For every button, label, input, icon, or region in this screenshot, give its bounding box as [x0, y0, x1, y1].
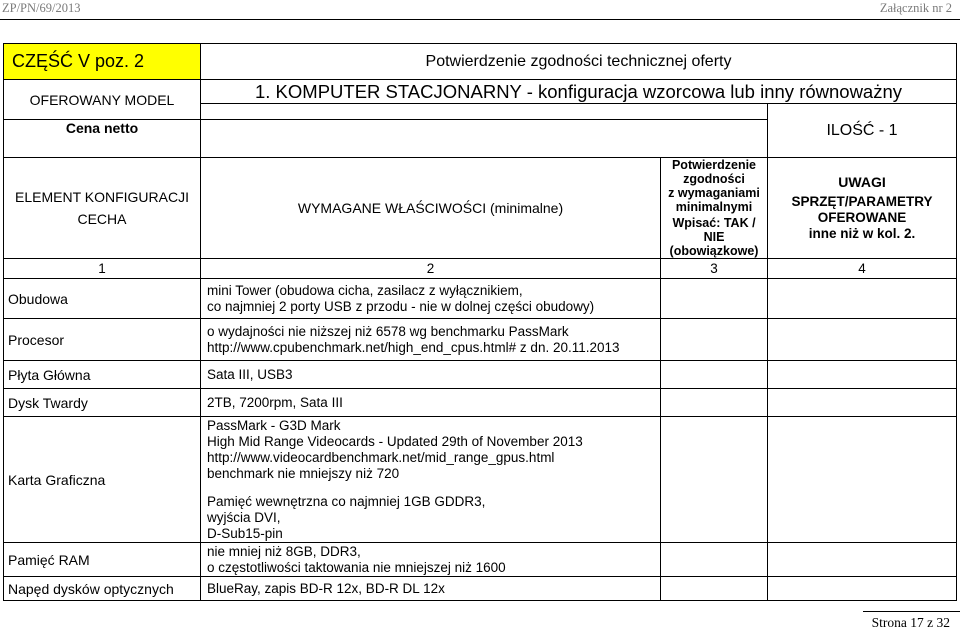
requirement-line: D-Sub15-pin: [207, 525, 283, 541]
requirement-line: 2TB, 7200rpm, Sata III: [207, 394, 343, 410]
requirement-pamiec-ram: [201, 543, 661, 577]
offered-model-label: OFEROWANY MODEL: [4, 80, 201, 120]
requirement-procesor: [201, 319, 661, 361]
notes-input-naped-optyczny[interactable]: [768, 577, 957, 601]
net-price-value[interactable]: [201, 120, 768, 158]
net-price-label: Cena netto: [4, 120, 201, 158]
requirement-karta-graficzna: [201, 417, 661, 543]
confirm-input-obudowa[interactable]: [661, 279, 768, 319]
notes-header-title: UWAGI: [838, 174, 886, 190]
element-karta-graficzna: Karta Graficzna: [4, 417, 201, 543]
element-naped-optyczny: Napęd dysków optycznych: [4, 577, 201, 601]
requirement-line: PassMark - G3D Mark: [207, 417, 341, 433]
requirement-line: http://www.cpubenchmark.net/high_end_cpus.html# z dn. 20.11.2013: [207, 339, 620, 355]
col-number-1: 1: [4, 259, 201, 279]
notes-input-dysk-twardy[interactable]: [768, 389, 957, 417]
requirement-line: BlueRay, zapis BD-R 12x, BD-R DL 12x: [207, 580, 445, 596]
col-number-4: 4: [768, 259, 957, 279]
requirements-header: WYMAGANE WŁAŚCIWOŚCI (minimalne): [201, 158, 661, 259]
compliance-table: [3, 43, 957, 601]
element-plyta-glowna: Płyta Główna: [4, 361, 201, 389]
element-obudowa: Obudowa: [4, 279, 201, 319]
element-header-line2: CECHA: [77, 211, 127, 227]
confirm-header-line2: zgodności: [683, 172, 745, 186]
element-dysk-twardy: Dysk Twardy: [4, 389, 201, 417]
requirement-line: Sata III, USB3: [207, 366, 293, 382]
requirement-naped-optyczny: [201, 577, 661, 601]
confirm-input-procesor[interactable]: [661, 319, 768, 361]
confirm-input-plyta-glowna[interactable]: [661, 361, 768, 389]
requirement-obudowa: [201, 279, 661, 319]
confirm-header-line1: Potwierdzenie: [671, 158, 757, 172]
element-procesor: Procesor: [4, 319, 201, 361]
requirement-line: o częstotliwości taktowania nie mniejszej niż 1600: [207, 559, 506, 575]
notes-input-obudowa[interactable]: [768, 279, 957, 319]
confirm-header-line3: z wymaganiami: [668, 186, 760, 200]
confirm-header-line6: (obowiązkowe): [669, 244, 759, 258]
confirm-header-line4: minimalnymi: [675, 200, 753, 214]
confirm-header: [661, 158, 768, 259]
page-number: Strona 17 z 32: [871, 615, 950, 630]
confirm-input-dysk-twardy[interactable]: [661, 389, 768, 417]
requirement-line: mini Tower (obudowa cicha, zasilacz z wyłącznikiem,: [207, 282, 523, 298]
notes-header-line2: OFEROWANE: [817, 210, 907, 225]
notes-header-line3: inne niż w kol. 2.: [808, 226, 916, 241]
page-footer: [863, 611, 960, 631]
notes-header-line1: SPRZĘT/PARAMETRY: [791, 194, 933, 209]
part-label-cell: [4, 44, 201, 80]
doc-title: Potwierdzenie zgodności technicznej oferty: [201, 44, 957, 80]
requirement-spacer: [207, 482, 660, 494]
requirement-line: o wydajności nie niższej niż 6578 wg benchmarku PassMark: [207, 323, 569, 339]
requirement-line: wyjścia DVI,: [207, 509, 281, 525]
requirement-line: http://www.videocardbenchmark.net/mid_range_gpus.html: [207, 449, 555, 465]
requirement-line: benchmark nie mniejszy niż 720: [207, 465, 400, 481]
confirm-header-line5: Wpisać: TAK / NIE: [672, 216, 756, 244]
notes-input-plyta-glowna[interactable]: [768, 361, 957, 389]
part-label: CZĘŚĆ V: [12, 51, 91, 71]
part-position: poz. 2: [95, 51, 145, 71]
requirement-line: Pamięć wewnętrzna co najmniej 1GB GDDR3,: [207, 493, 486, 509]
quantity-label: ILOŚĆ - 1: [768, 104, 957, 158]
requirement-dysk-twardy: [201, 389, 661, 417]
requirement-line: co najmniej 2 porty USB z przodu - nie w dolnej części obudowy): [207, 298, 595, 314]
requirement-line: High Mid Range Videocards - Updated 29th of November 2013: [207, 433, 583, 449]
col-number-2: 2: [201, 259, 661, 279]
confirm-input-karta-graficzna[interactable]: [661, 417, 768, 543]
notes-input-procesor[interactable]: [768, 319, 957, 361]
element-header: [4, 158, 201, 259]
confirm-input-pamiec-ram[interactable]: [661, 543, 768, 577]
offered-model-value[interactable]: [201, 104, 768, 120]
notes-header: [768, 158, 957, 259]
requirement-line: nie mniej niż 8GB, DDR3,: [207, 543, 361, 559]
header-attachment: Załącznik nr 2: [879, 1, 952, 15]
header-divider: [0, 19, 960, 20]
element-pamiec-ram: Pamięć RAM: [4, 543, 201, 577]
section-title: 1. KOMPUTER STACJONARNY - konfiguracja wzorcowa lub inny równoważny: [201, 80, 957, 104]
element-header-line1: ELEMENT KONFIGURACJI: [15, 189, 189, 205]
header-doc-number: ZP/PN/69/2013: [2, 1, 81, 15]
confirm-input-naped-optyczny[interactable]: [661, 577, 768, 601]
requirement-plyta-glowna: [201, 361, 661, 389]
col-number-3: 3: [661, 259, 768, 279]
notes-input-karta-graficzna[interactable]: [768, 417, 957, 543]
notes-input-pamiec-ram[interactable]: [768, 543, 957, 577]
